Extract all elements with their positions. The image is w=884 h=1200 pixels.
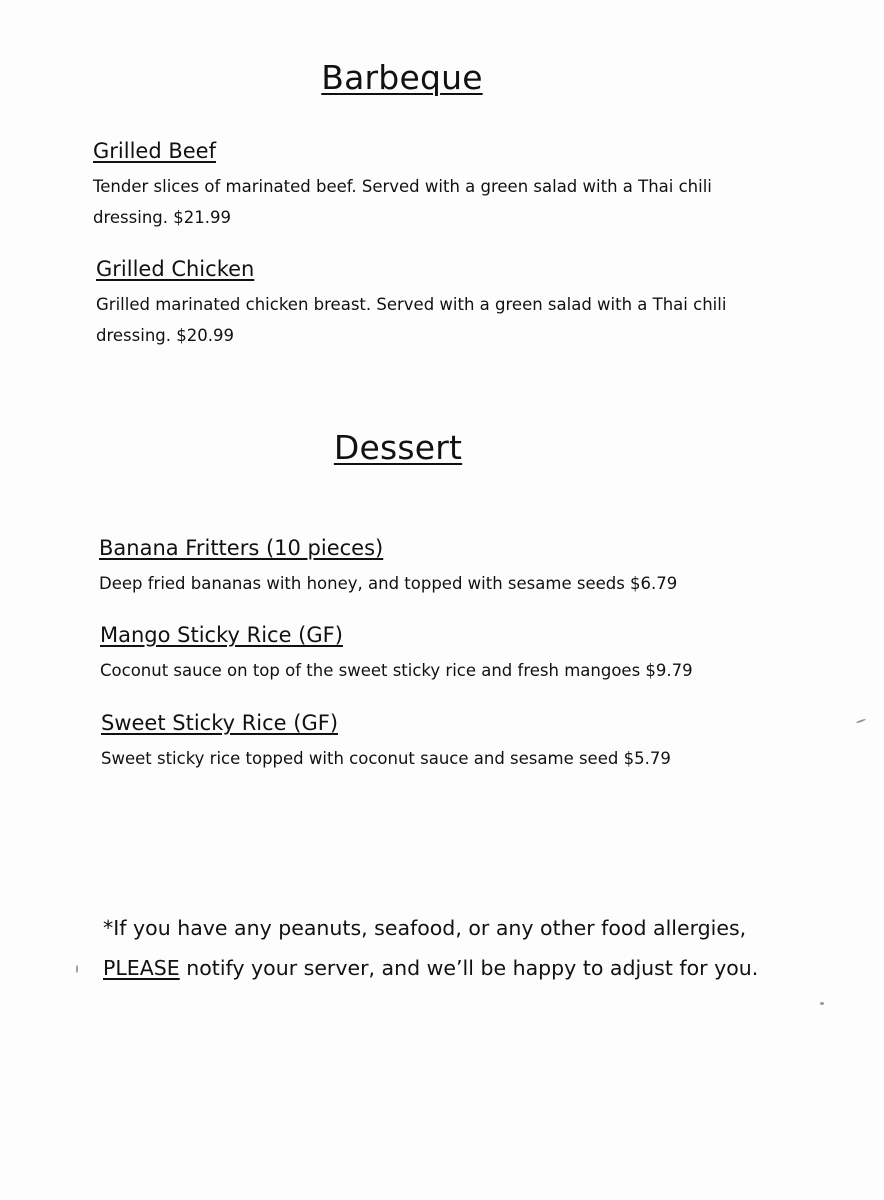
item-description: Coconut sauce on top of the sweet sticky rice and fresh mangoes $9.79 [100, 661, 693, 680]
item-name: Banana Fritters (10 pieces) [99, 536, 384, 560]
allergy-note [103, 908, 803, 988]
item-name: Sweet Sticky Rice (GF) [101, 711, 339, 735]
item-name: Mango Sticky Rice (GF) [100, 623, 343, 647]
scan-speck [820, 1002, 824, 1005]
menu-item-mango-sticky-rice [100, 623, 693, 686]
item-description: Deep fried bananas with honey, and topped with sesame seeds $6.79 [99, 574, 678, 593]
allergy-note-line2-rest: notify your server, and we’ll be happy to adjust for you. [179, 956, 759, 980]
item-name: Grilled Beef [93, 139, 216, 163]
menu-item-grilled-chicken [96, 257, 756, 351]
please-emphasis: PLEASE [103, 956, 180, 980]
item-description: Tender slices of marinated beef. Served with a green salad with a Thai chili dressing. $21.99 [93, 177, 712, 227]
menu-item-grilled-beef [93, 139, 753, 233]
item-description: Sweet sticky rice topped with coconut sauce and sesame seed $5.79 [101, 749, 671, 768]
item-name: Grilled Chicken [96, 257, 255, 281]
section-title-dessert: Dessert [333, 428, 463, 467]
allergy-note-line2 [103, 948, 803, 988]
scan-speck [76, 965, 78, 973]
item-description: Grilled marinated chicken breast. Served with a green salad with a Thai chili dressing. $20.99 [96, 295, 727, 345]
scan-speck [856, 718, 866, 723]
menu-item-sweet-sticky-rice [101, 711, 671, 774]
menu-item-banana-fritters [99, 536, 677, 599]
allergy-note-line1: *If you have any peanuts, seafood, or any other food allergies, [103, 916, 747, 940]
section-title-barbeque: Barbeque [321, 58, 483, 97]
